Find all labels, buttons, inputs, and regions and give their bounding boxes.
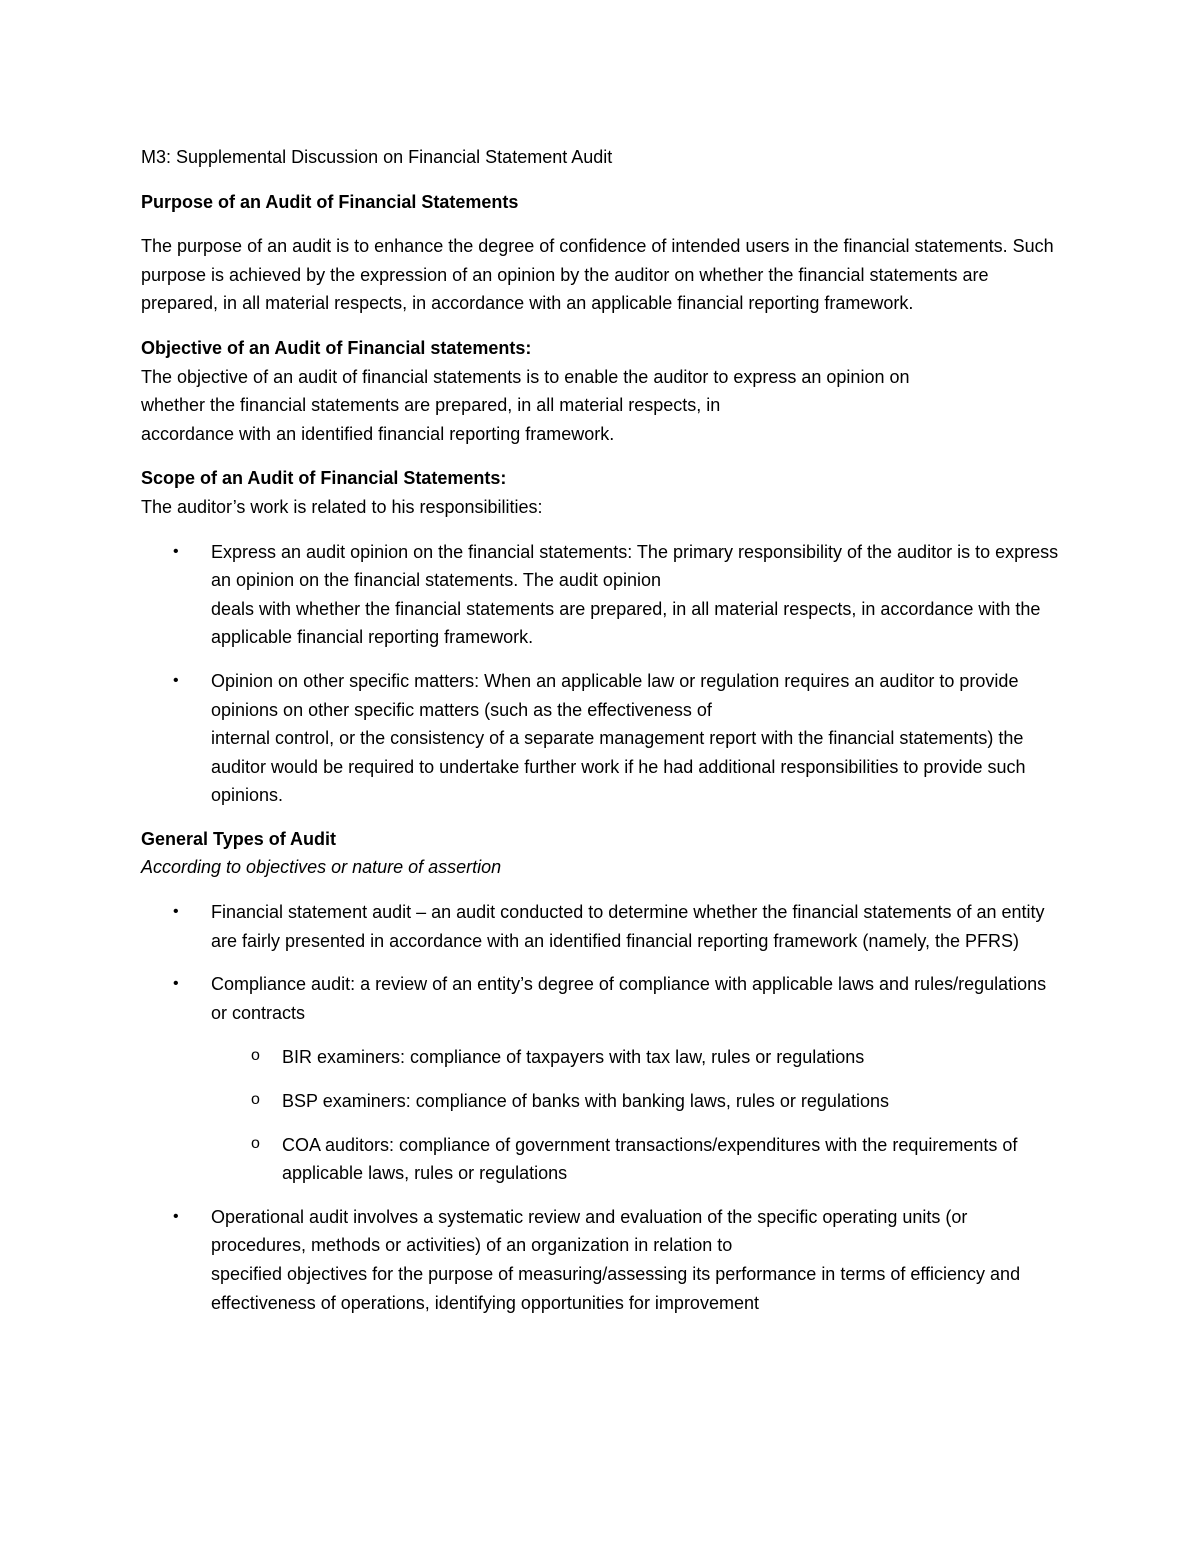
list-item <box>141 898 1066 955</box>
types-list <box>141 898 1066 1317</box>
compliance-sublist <box>211 1043 1066 1187</box>
scope-heading: Scope of an Audit of Financial Statements: <box>141 468 507 489</box>
scope-item-2-part-1: Opinion on other specific matters: When an applicable law or regulation requires an auditor to provide opinions on other specific matters (such as the effectiveness of <box>211 670 1019 720</box>
type-item-3-part-2: specified objectives for the purpose of measuring/assessing its performance in terms of efficiency and effectiveness of operations, identifying opportunities for improvement <box>211 1264 1021 1313</box>
list-item <box>211 1043 1066 1072</box>
objective-line-1: The objective of an audit of financial statements is to enable the auditor to express an opinion on <box>141 366 910 387</box>
list-item <box>141 970 1066 1188</box>
scope-intro: The auditor’s work is related to his responsibilities: <box>141 496 543 517</box>
scope-item-1-part-2: deals with whether the financial statements are prepared, in all material respects, in accordance with the applicable financial reporting framework. <box>211 598 1041 648</box>
compliance-sub-item-3: COA auditors: compliance of government transactions/expenditures with the requirements of applicable laws, rules or regulations <box>282 1134 1018 1184</box>
scope-item-1-part-1: Express an audit opinion on the financial statements: The primary responsibility of the auditor is to express an opinion on the financial statements. The audit opinion <box>211 541 1059 591</box>
bullet-icon: • <box>173 671 179 689</box>
scope-item-2-part-2: internal control, or the consistency of a separate management report with the financial statements) the auditor would be required to undertake further work if he had additional responsibilities to provide such opinions. <box>211 728 1026 806</box>
list-item <box>211 1087 1066 1116</box>
bullet-icon: • <box>173 975 179 993</box>
compliance-sub-item-2: BSP examiners: compliance of banks with banking laws, rules or regulations <box>282 1091 889 1112</box>
objective-heading: Objective of an Audit of Financial statements: <box>141 337 532 358</box>
list-item <box>141 538 1066 652</box>
bullet-icon: • <box>173 1207 179 1225</box>
objective-line-3: accordance with an identified financial reporting framework. <box>141 423 615 444</box>
bullet-icon: • <box>173 903 179 921</box>
types-heading: General Types of Audit <box>141 828 337 849</box>
circle-bullet-icon: o <box>251 1047 260 1065</box>
types-subheading: According to objectives or nature of assertion <box>141 857 502 878</box>
circle-bullet-icon: o <box>251 1091 260 1109</box>
objective-line-2: whether the financial statements are prepared, in all material respects, in <box>141 395 721 416</box>
list-item <box>211 1131 1066 1188</box>
type-item-3-part-1: Operational audit involves a systematic review and evaluation of the specific operating units (or procedures, methods or activities) of an organization in relation to <box>211 1206 968 1256</box>
purpose-body: The purpose of an audit is to enhance the degree of confidence of intended users in the financial statements. Such purpose is achieved by the expression of an opinion by the auditor on whether the financial statements are prepared, in all material respects, in accordance with an applicable financial reporting framework. <box>141 236 1054 314</box>
circle-bullet-icon: o <box>251 1134 260 1152</box>
list-item <box>141 667 1066 810</box>
bullet-icon: • <box>173 542 179 560</box>
type-item-2-text: Compliance audit: a review of an entity’s degree of compliance with applicable laws and rules/regulations or contracts <box>211 974 1047 1023</box>
type-item-1-text: Financial statement audit – an audit conducted to determine whether the financial statements of an entity are fairly presented in accordance with an identified financial reporting framework (namely, the PFRS) <box>211 902 1045 951</box>
list-item <box>141 1203 1066 1317</box>
scope-list <box>141 538 1066 810</box>
document-page <box>141 143 1066 1332</box>
document-title: M3: Supplemental Discussion on Financial Statement Audit <box>141 147 613 167</box>
compliance-sub-item-1: BIR examiners: compliance of taxpayers with tax law, rules or regulations <box>282 1047 865 1068</box>
purpose-heading: Purpose of an Audit of Financial Statements <box>141 191 519 212</box>
